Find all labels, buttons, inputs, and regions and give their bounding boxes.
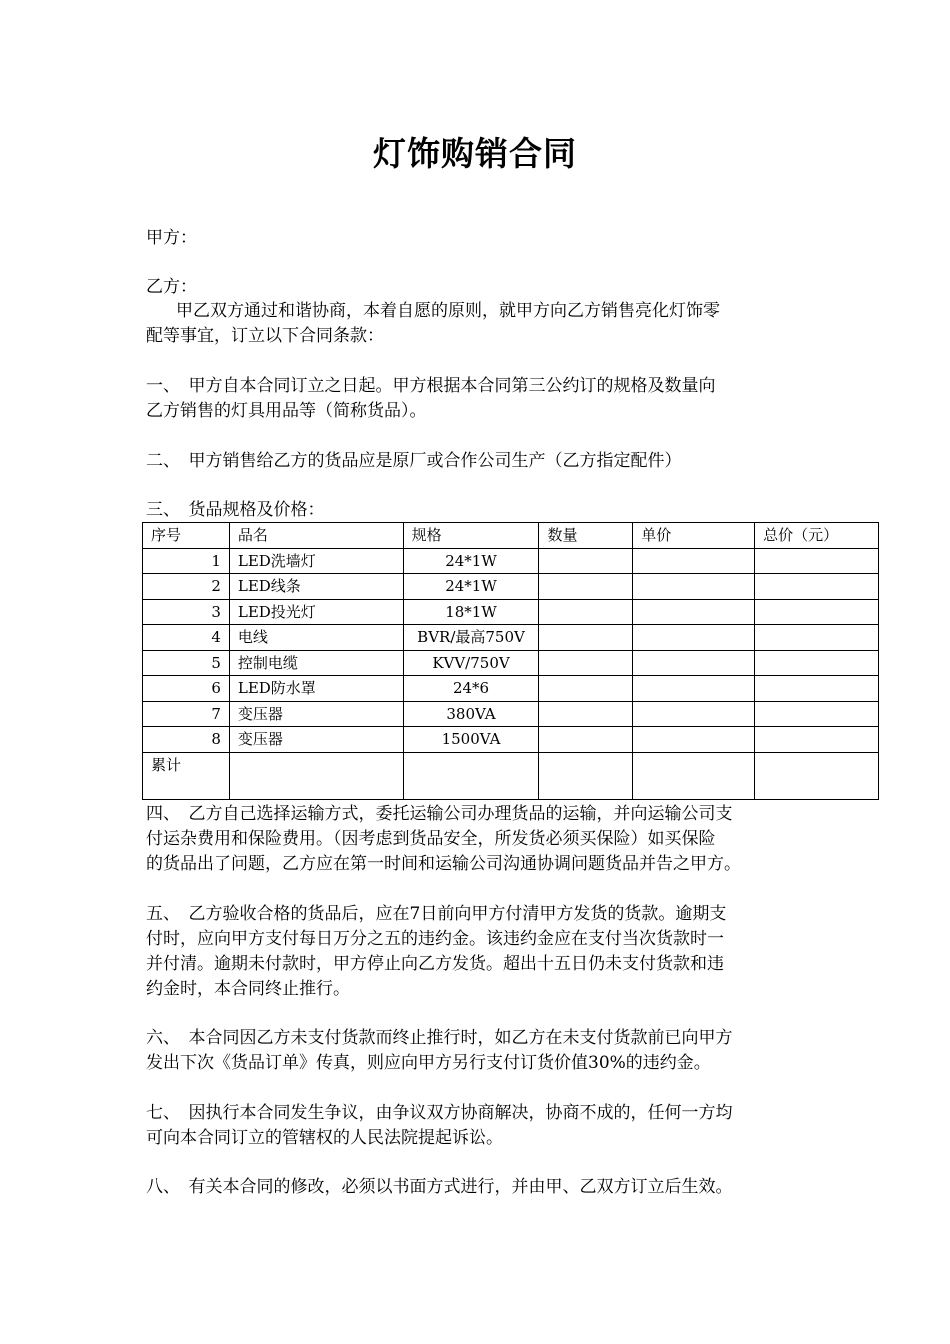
row-quantity	[539, 650, 633, 676]
clause-5-line-2: 付时，应向甲方支付每日万分之五的违约金。该违约金应在支付当次货款时一	[146, 929, 724, 949]
row-unit-price	[633, 599, 755, 625]
row-unit-price	[633, 701, 755, 727]
header-cell: 数量	[539, 523, 633, 549]
table-total-row	[143, 752, 879, 799]
clause-7-line-1: 七、 因执行本合同发生争议，由争议双方协商解决，协商不成的，任何一方均	[146, 1103, 733, 1123]
clause-4-line-2: 付运杂费用和保险费用。（因考虑到货品安全，所发货必须买保险）如买保险	[146, 829, 716, 849]
clause-7-line-2: 可向本合同订立的管辖权的人民法院提起诉讼。	[146, 1128, 503, 1148]
row-spec: 24*6	[403, 676, 539, 702]
row-quantity	[539, 548, 633, 574]
row-product: LED洗墙灯	[229, 548, 403, 574]
table-row	[143, 650, 879, 676]
row-index: 5	[143, 650, 230, 676]
row-unit-price	[633, 625, 755, 651]
total-cell	[229, 752, 403, 799]
row-index: 6	[143, 676, 230, 702]
row-index: 1	[143, 548, 230, 574]
goods-spec-table	[142, 522, 879, 800]
clause-2-line-1: 二、 甲方销售给乙方的货品应是原厂或合作公司生产（乙方指定配件）	[146, 451, 682, 471]
clause-1-line-1: 一、 甲方自本合同订立之日起。甲方根据本合同第三公约订的规格及数量向	[146, 376, 716, 396]
row-unit-price	[633, 548, 755, 574]
total-cell	[539, 752, 633, 799]
header-cell: 序号	[143, 523, 230, 549]
header-cell: 品名	[229, 523, 403, 549]
clause-8-line-1: 八、 有关本合同的修改，必须以书面方式进行，并由甲、乙双方订立后生效。	[146, 1177, 733, 1197]
row-index: 4	[143, 625, 230, 651]
total-cell	[755, 752, 879, 799]
clause-5-line-1: 五、 乙方验收合格的货品后，应在7日前向甲方付清甲方发货的货款。逾期支	[146, 904, 727, 924]
row-product: 变压器	[229, 701, 403, 727]
row-spec: KVV/750V	[403, 650, 539, 676]
row-total-price	[755, 574, 879, 600]
row-total-price	[755, 701, 879, 727]
row-index: 2	[143, 574, 230, 600]
document-title: 灯饰购销合同	[373, 134, 577, 173]
total-label: 累计	[143, 752, 230, 799]
row-quantity	[539, 701, 633, 727]
row-quantity	[539, 574, 633, 600]
party-b-label: 乙方：	[146, 277, 197, 297]
row-spec: 1500VA	[403, 727, 539, 753]
clause-6-line-2: 发出下次《货品订单》传真，则应向甲方另行支付订货价值30%的违约金。	[146, 1053, 711, 1073]
row-total-price	[755, 650, 879, 676]
row-product: 电线	[229, 625, 403, 651]
row-product: LED投光灯	[229, 599, 403, 625]
table-row	[143, 701, 879, 727]
row-total-price	[755, 727, 879, 753]
clause-5-line-4: 约金时，本合同终止推行。	[146, 979, 350, 999]
header-cell: 规格	[403, 523, 539, 549]
clause-5-line-3: 并付清。逾期未付款时，甲方停止向乙方发货。超出十五日仍未支付货款和违	[146, 954, 724, 974]
header-cell: 单价	[633, 523, 755, 549]
row-quantity	[539, 599, 633, 625]
row-spec: 380VA	[403, 701, 539, 727]
clause-6-line-1: 六、 本合同因乙方未支付货款而终止推行时，如乙方在未支付货款前已向甲方	[146, 1028, 733, 1048]
table-row	[143, 625, 879, 651]
row-total-price	[755, 625, 879, 651]
table-row	[143, 599, 879, 625]
row-product: LED防水罩	[229, 676, 403, 702]
row-unit-price	[633, 727, 755, 753]
intro-line-2: 配等事宜，订立以下合同条款：	[146, 326, 384, 346]
table-header-row	[143, 523, 879, 549]
clause-3-heading: 三、 货品规格及价格：	[146, 500, 325, 520]
row-product: LED线条	[229, 574, 403, 600]
row-index: 7	[143, 701, 230, 727]
header-cell: 总价（元）	[755, 523, 879, 549]
total-cell	[403, 752, 539, 799]
row-unit-price	[633, 676, 755, 702]
intro-line-1: 甲乙双方通过和谐协商，本着自愿的原则，就甲方向乙方销售亮化灯饰零	[176, 301, 720, 321]
row-unit-price	[633, 574, 755, 600]
table-row	[143, 727, 879, 753]
row-quantity	[539, 676, 633, 702]
row-total-price	[755, 548, 879, 574]
row-index: 3	[143, 599, 230, 625]
row-product: 控制电缆	[229, 650, 403, 676]
row-total-price	[755, 599, 879, 625]
row-product: 变压器	[229, 727, 403, 753]
row-spec: BVR/最高750V	[403, 625, 539, 651]
row-total-price	[755, 676, 879, 702]
total-cell	[633, 752, 755, 799]
row-spec: 24*1W	[403, 574, 539, 600]
clause-1-line-2: 乙方销售的灯具用品等（简称货品）。	[146, 401, 427, 421]
row-spec: 18*1W	[403, 599, 539, 625]
table-row	[143, 676, 879, 702]
row-quantity	[539, 625, 633, 651]
row-quantity	[539, 727, 633, 753]
row-spec: 24*1W	[403, 548, 539, 574]
clause-4-line-1: 四、 乙方自己选择运输方式，委托运输公司办理货品的运输，并向运输公司支	[146, 804, 733, 824]
party-a-label: 甲方：	[146, 228, 197, 248]
row-unit-price	[633, 650, 755, 676]
row-index: 8	[143, 727, 230, 753]
table-row	[143, 574, 879, 600]
table-row	[143, 548, 879, 574]
clause-4-line-3: 的货品出了问题，乙方应在第一时间和运输公司沟通协调问题货品并告之甲方。	[146, 854, 741, 874]
